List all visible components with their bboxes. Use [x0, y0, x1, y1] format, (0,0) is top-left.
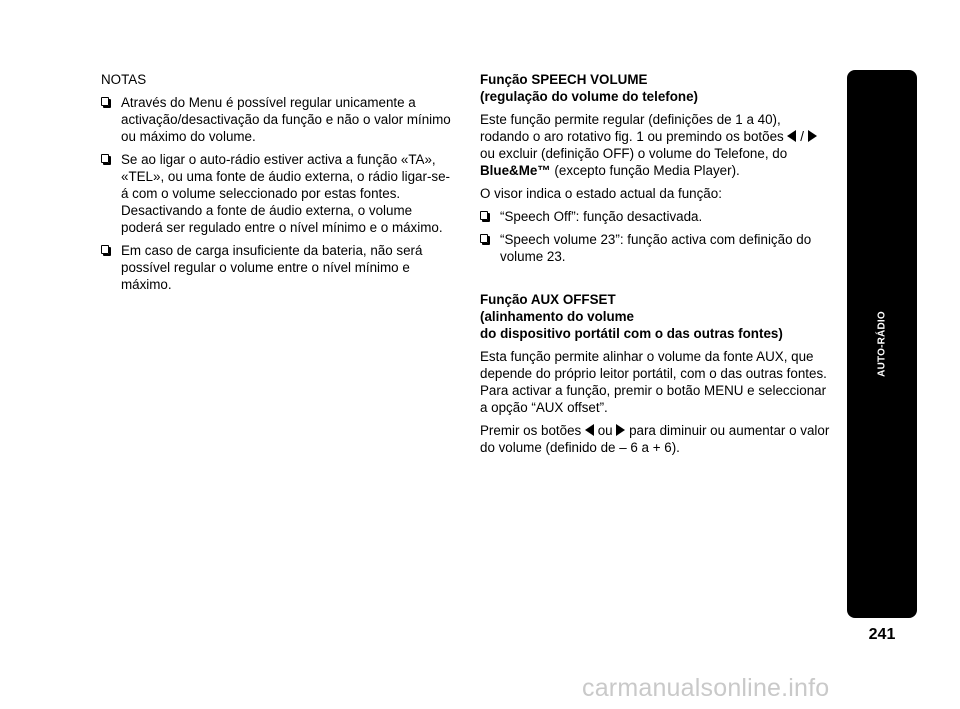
brand-name: Blue&Me™: [480, 163, 551, 178]
side-tab-label: AUTO-RÁDIO: [876, 311, 888, 377]
checkbox-bullet-icon: [101, 97, 109, 106]
paragraph-text: Este função permite regular (definições de 1 a 40), rodando o aro rotativo fig. 1 ou premindo os botões: [480, 112, 784, 144]
paragraph-text: ou: [597, 423, 613, 438]
note-item: [101, 242, 453, 293]
section-gap: [480, 271, 832, 291]
note-text: Através do Menu é possível regular unicamente a activação/desactivação da função e não o valor mínimo ou máximo do volume.: [121, 95, 451, 144]
status-text: “Speech volume 23”: função activa com definição do volume 23.: [500, 232, 812, 264]
status-text: “Speech Off”: função desactivada.: [500, 209, 703, 224]
checkbox-bullet-icon: [480, 211, 488, 220]
right-arrow-icon: [616, 424, 625, 436]
status-item: [480, 231, 832, 265]
section-side-tab: [847, 70, 917, 618]
heading-line: (alinhamento do volume: [480, 309, 635, 324]
note-item: [101, 94, 453, 145]
left-arrow-icon: [787, 130, 796, 142]
heading-line: do dispositivo portátil com o das outras fontes): [480, 326, 783, 341]
checkbox-bullet-icon: [101, 245, 109, 254]
right-arrow-icon: [808, 130, 817, 142]
paragraph-text: para diminuir ou aumentar o valor do volume (definido de – 6 a + 6).: [480, 423, 830, 455]
checkbox-bullet-icon: [480, 234, 488, 243]
page-number: 241: [868, 626, 896, 643]
heading-line: Função AUX OFFSET: [480, 292, 616, 307]
left-column: [101, 71, 453, 299]
speech-paragraph: [480, 111, 832, 179]
note-text: Em caso de carga insuficiente da bateria, não será possível regular o volume entre o nível mínimo e máximo.: [121, 243, 423, 292]
right-column: [480, 71, 832, 462]
notes-title: NOTAS: [101, 72, 147, 87]
heading-line: (regulação do volume do telefone): [480, 89, 698, 104]
paragraph-text: (excepto função Media Player).: [554, 163, 740, 178]
watermark: carmanualsonline.info: [582, 674, 830, 702]
separator-text: /: [800, 129, 804, 144]
paragraph-text: Premir os botões: [480, 423, 582, 438]
note-item: [101, 151, 453, 236]
note-text: Se ao ligar o auto-rádio estiver activa a função «TA», «TEL», ou uma fonte de áudio externa, o rádio ligar-se-á com o volume seleccionado por estas fontes. Desactivando a fonte de áudio externa, o volume poderá ser regulado entre o nível mínimo e o máximo.: [121, 152, 451, 235]
aux-buttons-paragraph: [480, 422, 832, 456]
status-item: [480, 208, 832, 225]
checkbox-bullet-icon: [101, 154, 109, 163]
aux-offset-heading: [480, 291, 832, 342]
left-arrow-icon: [585, 424, 594, 436]
paragraph-text: ou excluir (definição OFF) o volume do Telefone, do: [480, 146, 788, 161]
display-status-text: O visor indica o estado actual da função:: [480, 186, 722, 201]
aux-paragraph: Esta função permite alinhar o volume da fonte AUX, que depende do próprio leitor portátil, com o das outras fontes. Para activar a função, premir o botão MENU e seleccionar a opção “AUX offset”.: [480, 349, 827, 415]
speech-volume-heading: [480, 71, 832, 105]
heading-line: Função SPEECH VOLUME: [480, 72, 648, 87]
